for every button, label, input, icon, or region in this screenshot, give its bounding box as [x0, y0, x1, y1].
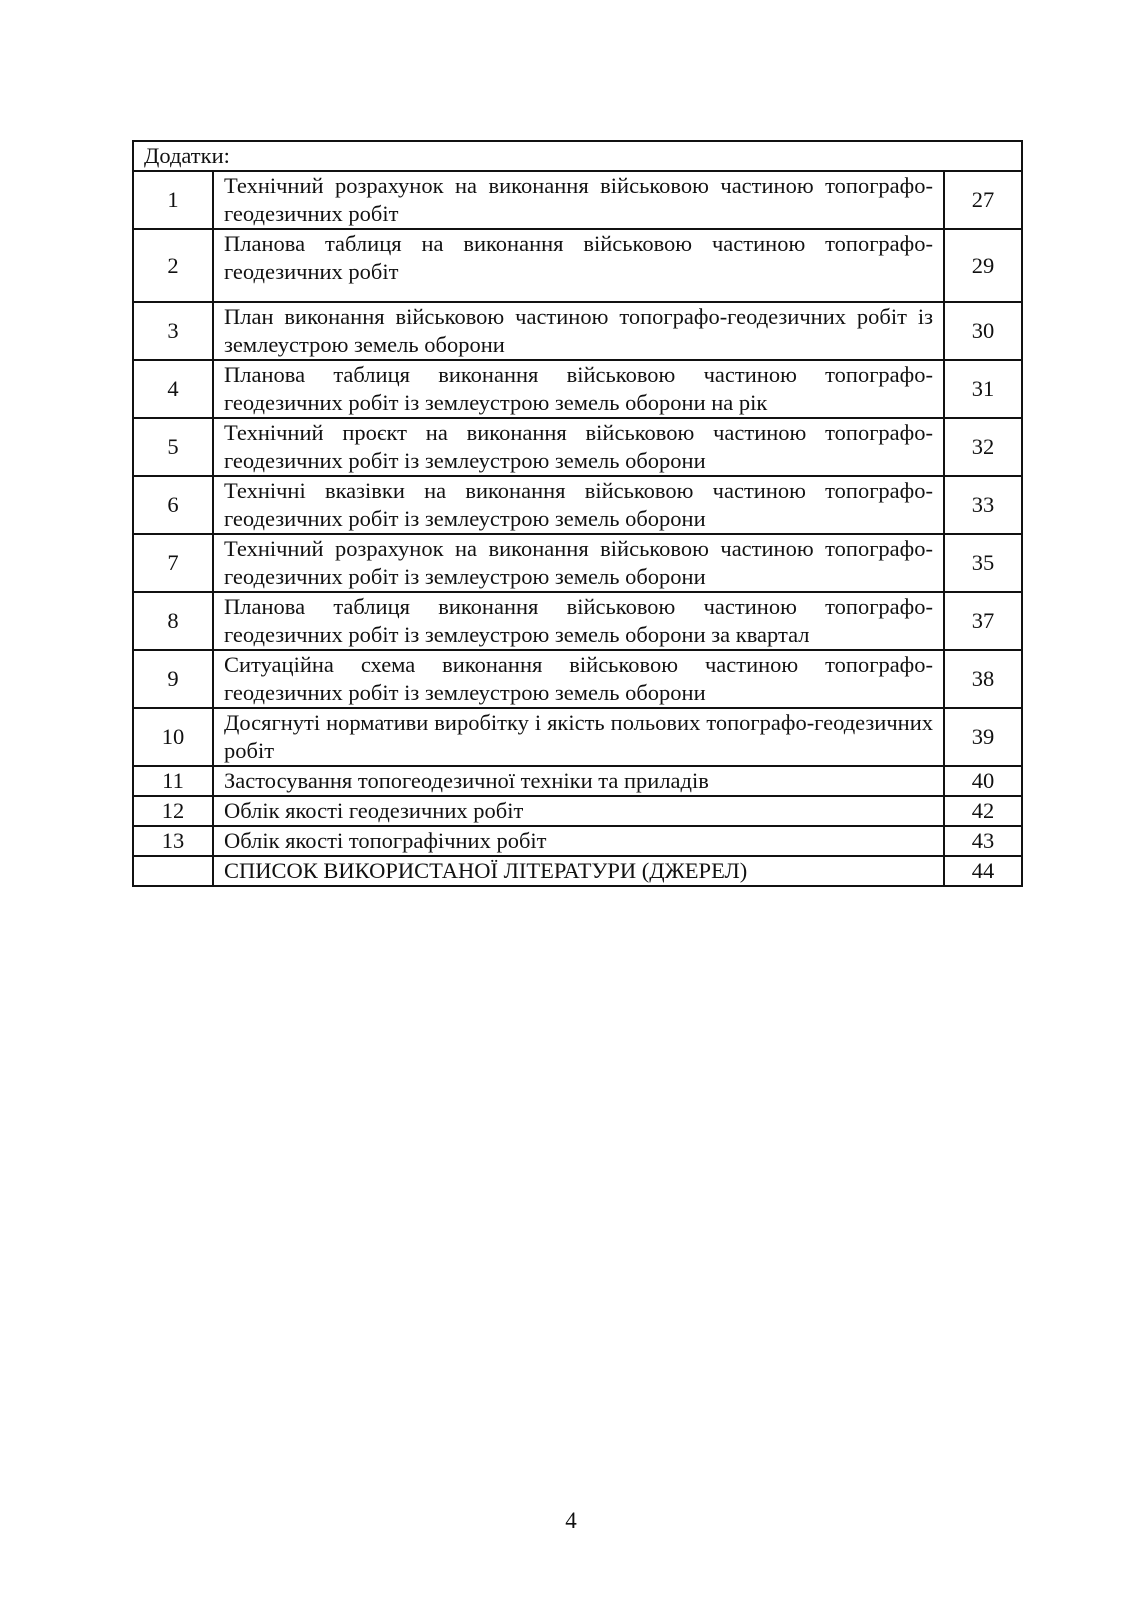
- appendix-number: 9: [133, 650, 213, 708]
- appendix-title: Планова таблиця на виконання військовою частиною топографо-геодезичних робіт: [213, 229, 944, 302]
- appendix-page: 35: [944, 534, 1022, 592]
- toc-header-row: [133, 141, 1022, 171]
- appendix-page: 39: [944, 708, 1022, 766]
- appendix-number: 3: [133, 302, 213, 360]
- appendix-number: 11: [133, 766, 213, 796]
- appendix-title: Планова таблиця виконання військовою частиною топографо-геодезичних робіт із землеустрою земель оборони за квартал: [213, 592, 944, 650]
- toc-row: [133, 476, 1022, 534]
- appendix-title: Технічний проєкт на виконання військовою частиною топографо-геодезичних робіт із землеустрою земель оборони: [213, 418, 944, 476]
- references-title: СПИСОК ВИКОРИСТАНОЇ ЛІТЕРАТУРИ (ДЖЕРЕЛ): [213, 856, 944, 886]
- appendix-page: 30: [944, 302, 1022, 360]
- references-page: 44: [944, 856, 1022, 886]
- toc-row: [133, 534, 1022, 592]
- appendix-number: 7: [133, 534, 213, 592]
- toc-row: [133, 766, 1022, 796]
- appendix-title: Облік якості топографічних робіт: [213, 826, 944, 856]
- appendix-title: План виконання військовою частиною топографо-геодезичних робіт із землеустрою земель оборони: [213, 302, 944, 360]
- appendix-page: 40: [944, 766, 1022, 796]
- toc-row: [133, 650, 1022, 708]
- appendix-number: 12: [133, 796, 213, 826]
- appendix-page: 31: [944, 360, 1022, 418]
- appendix-number: [133, 856, 213, 886]
- appendix-title: Застосування топогеодезичної техніки та приладів: [213, 766, 944, 796]
- appendix-page: 29: [944, 229, 1022, 302]
- toc-row: [133, 708, 1022, 766]
- appendix-number: 13: [133, 826, 213, 856]
- appendix-title: Ситуаційна схема виконання військовою частиною топографо-геодезичних робіт із землеустрою земель оборони: [213, 650, 944, 708]
- appendix-page: 37: [944, 592, 1022, 650]
- appendix-number: 2: [133, 229, 213, 302]
- appendix-heading: Додатки:: [133, 141, 1022, 171]
- appendix-page: 33: [944, 476, 1022, 534]
- appendix-toc-table: [132, 140, 1023, 887]
- appendix-number: 5: [133, 418, 213, 476]
- appendix-title: Облік якості геодезичних робіт: [213, 796, 944, 826]
- appendix-number: 10: [133, 708, 213, 766]
- appendix-title: Планова таблиця виконання військовою частиною топографо-геодезичних робіт із землеустрою земель оборони на рік: [213, 360, 944, 418]
- appendix-page: 42: [944, 796, 1022, 826]
- toc-row: [133, 826, 1022, 856]
- appendix-page: 32: [944, 418, 1022, 476]
- toc-row: [133, 796, 1022, 826]
- appendix-number: 1: [133, 171, 213, 229]
- toc-row-references: [133, 856, 1022, 886]
- toc-row: [133, 302, 1022, 360]
- appendix-title: Технічні вказівки на виконання військовою частиною топографо-геодезичних робіт із землеустрою земель оборони: [213, 476, 944, 534]
- appendix-number: 8: [133, 592, 213, 650]
- appendix-title: Технічний розрахунок на виконання військовою частиною топографо-геодезичних робіт: [213, 171, 944, 229]
- toc-row: [133, 592, 1022, 650]
- toc-row: [133, 229, 1022, 302]
- toc-row: [133, 418, 1022, 476]
- appendix-number: 4: [133, 360, 213, 418]
- toc-row: [133, 360, 1022, 418]
- appendix-title: Досягнуті нормативи виробітку і якість польових топографо-геодезичних робіт: [213, 708, 944, 766]
- appendix-page: 38: [944, 650, 1022, 708]
- toc-row: [133, 171, 1022, 229]
- appendix-title: Технічний розрахунок на виконання військовою частиною топографо-геодезичних робіт із землеустрою земель оборони: [213, 534, 944, 592]
- appendix-number: 6: [133, 476, 213, 534]
- appendix-page: 27: [944, 171, 1022, 229]
- appendix-page: 43: [944, 826, 1022, 856]
- page-number: 4: [565, 1508, 577, 1533]
